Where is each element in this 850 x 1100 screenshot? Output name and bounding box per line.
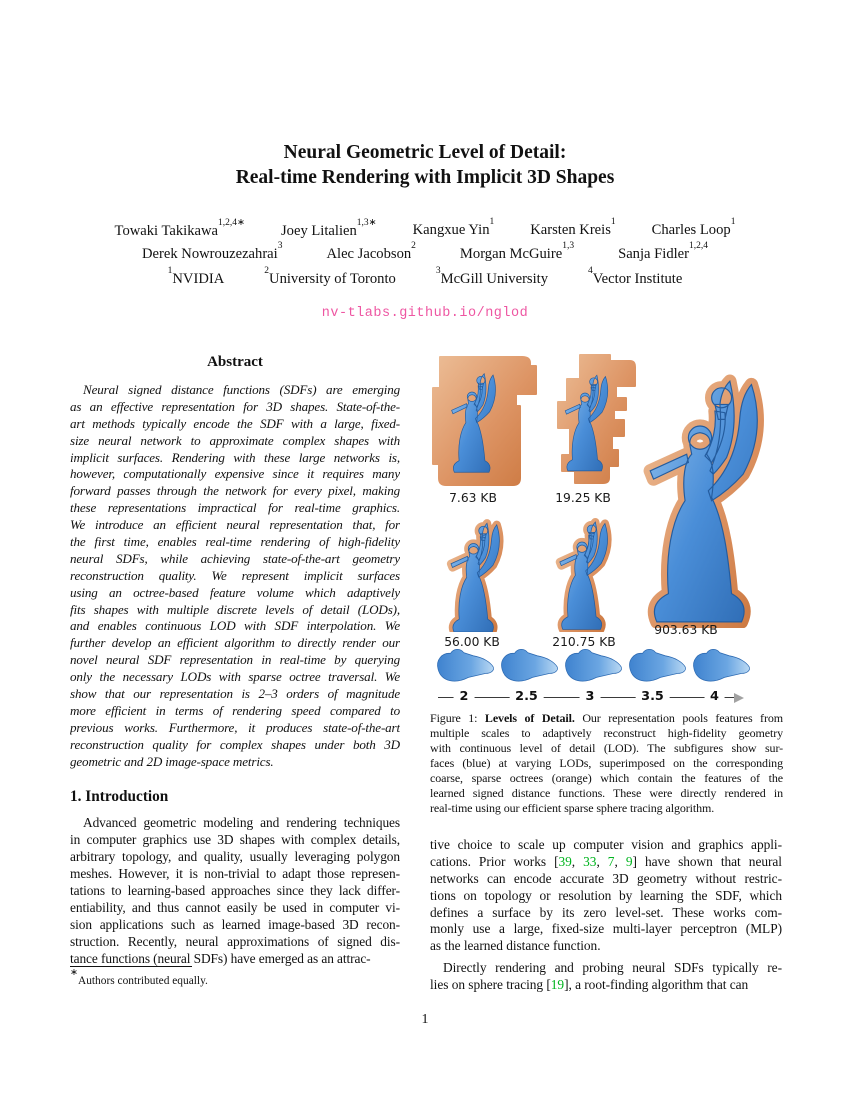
subfigure-lod1 [430,352,543,490]
footnote-text-wrap [70,968,400,987]
text-line: forward passes through the network for every pixel, making [70,483,400,499]
author-name: Alec Jacobson$^2$ [326,241,416,262]
text-line: novel neural SDF representation in real-time by querying [70,652,400,668]
affiliations-row [0,266,850,288]
subfigure-lod2 [554,352,638,490]
axis-tick-3-5: 3.5 [635,689,670,704]
hand-graphic [630,649,686,681]
axis-tick-2-5: 2.5 [509,689,544,704]
text-line: neural SDFs, while achieving state-of-the-art geometry [70,550,400,566]
affiliation: $^2$University of Toronto [264,266,396,287]
text-line: show that our representation is 2–3 orders of magnitude [70,686,400,702]
size-label-lod3: 56.00 KB [444,635,500,649]
hand-lod-3 [562,647,624,687]
size-label-lod1: 7.63 KB [449,491,497,505]
author-name: Karsten Kreis$^1$ [530,217,616,238]
text-line: faces (blue) at varying LODs, superimposed on the corresponding [430,756,783,770]
lod-axis [430,688,760,708]
size-label-lod4: 210.75 KB [552,635,616,649]
figure-1 [430,352,783,708]
axis-tick-4: 4 [704,689,725,704]
hand-lod-2 [498,647,560,687]
author-name: Joey Litalien$^{1,3∗}$ [280,218,377,239]
abstract-body [70,382,400,770]
project-link[interactable]: nv-tlabs.github.io/nglod [321,306,529,321]
text-line: meshes. However, it is non-trivial to adapt those represen- [70,866,400,882]
text-line: real-time using our efficient sparse sphere tracing algorithm. [430,801,715,815]
text-line: reconstruction quality. We represent implicit surfaces [70,567,400,583]
text-line: cations. Prior works [39, 33, 7, 9] have shown that neural [430,853,782,869]
text-line: entiability, and thus cannot easily be used in computer vi- [70,899,400,915]
affiliation: $^3$McGill University [435,266,549,287]
text-line: networks can encode accurate 3D geometry without restric- [430,870,782,886]
text-line: Directly rendering and probing neural SDFs typically re- [443,960,782,976]
hand-graphic [438,649,494,681]
text-line: coarse, sparse octrees (orange) which contain the features of the [430,771,783,785]
footnote-text: Authors contributed equally. [77,974,208,987]
text-line: tations to learning-based approaches since they lack differ- [70,883,400,899]
text-line: previous works. Furthermore, it produces state-of-the-art [70,719,400,735]
affiliation: $^1$NVIDIA [167,266,225,287]
size-label-lod2: 19.25 KB [555,491,611,505]
author-name: Towaki Takikawa$^{1,2,4∗}$ [114,218,245,239]
text-line: defines a surface by its zero level-set. These works com- [430,904,782,920]
text-line: geometric and 2D image-space metrics. [70,753,274,769]
text-line: lies on sphere tracing [19], a root-finding algorithm that can [430,977,749,993]
text-line: art methods typically encode the SDF with a large, fixed- [70,415,400,431]
author-name: Derek Nowrouzezahrai$^3$ [141,241,283,262]
axis-tick-2: 2 [454,689,475,704]
citation-ref[interactable]: 33 [583,853,597,869]
axis-arrow-icon [734,693,744,703]
author-row-1 [0,217,850,240]
hand-lod-5 [690,647,752,687]
text-line: We introduce an efficient neural representation that, for [70,517,400,533]
body-paragraph-1 [430,837,782,955]
footnote-symbol: ∗ [70,968,78,978]
text-line: more efficient in terms of rendering speed compared to [70,702,400,718]
footnote-rule [70,966,192,967]
body-paragraph-2 [430,960,782,994]
text-line: fits shapes with multiple discrete levels of detail (LODs), [70,601,400,617]
text-line: as the learned distance function. [430,938,601,954]
text-line: in computer graphics use 3D shapes with complex details, [70,832,400,848]
text-line: the first time, enables real-time rendering of high-fidelity [70,534,400,550]
hand-graphic [502,649,558,681]
subfigure-lod5 [633,360,783,628]
hand-lod-4 [626,647,688,687]
right-column-body [430,837,782,994]
text-line: Figure 1: Levels of Detail. Our representation pools features from [430,711,783,725]
author-name: Morgan McGuire$^{1,3}$ [459,241,575,262]
hand-graphic [694,649,750,681]
left-column [70,354,400,968]
text-line: only the necessary LODs with sparse octree traversal. We [70,669,400,685]
citation-ref[interactable]: 39 [558,853,572,869]
text-line: multiple scales to adaptively reconstruct high-fidelity geometry [430,726,783,740]
axis-tick-3: 3 [580,689,601,704]
text-line: however, computationally expensive since it requires many [70,466,400,482]
paper-title-line1: Neural Geometric Level of Detail: [283,142,567,163]
text-line: arbitrary topology, and quality, usually leveraging polygon [70,849,400,865]
author-name: Charles Loop$^1$ [651,217,736,238]
text-line: implicit surfaces. Rendering with these large networks is, [70,449,400,465]
text-line: tance functions (neural SDFs) have emerged as an attrac- [70,950,371,966]
citation-ref[interactable]: 7 [607,853,615,869]
text-line: with continuous level of detail (LOD). The subfigures show sur- [430,741,783,755]
text-line: sion applications such as learned image-based 3D recon- [70,916,400,932]
subfigure-lod4 [550,512,622,632]
text-line: further develop an efficient algorithm to directly render our [70,635,400,651]
text-line: as an effective representation for 3D shapes. State-of-the- [70,398,400,414]
text-line: these representations impractical for real-time graphics. [70,500,400,516]
hand-graphic [566,649,622,681]
text-line: size neural network to approximate complex shapes with [70,432,400,448]
text-line: struction. Recently, neural approximations of signed dis- [70,933,400,949]
introduction-heading: 1. Introduction [70,788,169,806]
author-row-2 [0,241,850,263]
page-number: 1 [421,1012,429,1027]
author-name: Kangxue Yin$^1$ [412,217,495,238]
text-line: using an octree-based feature volume which adaptively [70,584,400,600]
text-line: monly use a large, fixed-size multi-layer perceptron (MLP) [430,921,782,937]
figure-caption [430,711,783,816]
text-line: tions on topology or resolution by learning the SDF, which [430,887,782,903]
paper-title [0,141,850,190]
text-line: reconstruction quality for complex shapes under both 3D [70,736,400,752]
affiliation: $^4$Vector Institute [588,266,683,287]
text-line: Neural signed distance functions (SDFs) are emerging [83,382,400,397]
introduction-body [70,815,400,967]
abstract-heading: Abstract [207,354,263,370]
subfigure-lod3 [440,512,514,632]
footnote [70,966,400,987]
text-line: tive choice to scale up computer vision and graphics appli- [430,837,782,852]
size-label-lod5: 903.63 KB [654,623,718,637]
author-name: Sanja Fidler$^{1,2,4}$ [618,241,709,262]
hand-lod-1 [434,647,496,687]
project-url-wrap [0,303,850,321]
citation-ref[interactable]: 19 [550,977,565,993]
text-line: learned signed distance functions. These were directly rendered in [430,786,783,800]
citation-ref[interactable]: 9 [625,853,633,869]
text-line: and enables continuous LOD with SDF interpolation. We [70,618,400,634]
text-line: Advanced geometric modeling and rendering techniques [83,815,400,831]
paper-title-line2: Real-time Rendering with Implicit 3D Shapes [235,166,615,188]
